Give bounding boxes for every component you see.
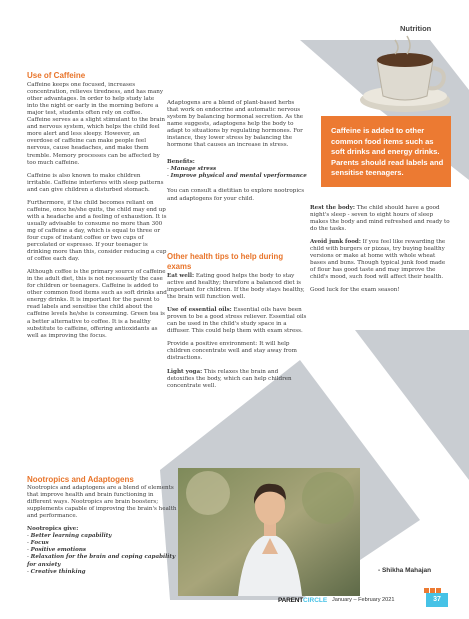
caffeine-paragraph-4: Although coffee is the primary source of caffeine in the adult diet, this is not necessarily the case for children or teenagers. Caffeine is added to other common food items such as soft drinks and energy drinks. It is important for the parent to read labels and sensitise the child about the caffeine levels he/she is consuming. Green tea is a better alternative to coffee. It is a healthy substitute to caffeine, offering antioxidants as well as improving the focus. — [27, 269, 167, 339]
page-number: 37 — [426, 593, 448, 607]
footer-issue: January – February 2021 — [332, 597, 395, 603]
benefits-list — [167, 166, 307, 180]
tip-rest-body: Rest the body: The child should have a good night's sleep - seven to eight hours of sleep makes the body and mind refreshed and ready to do the tasks. — [310, 205, 450, 233]
yoga-boy-photo — [178, 468, 360, 596]
list-item: - Relaxation for the brain and coping capability for anxiety — [27, 554, 176, 568]
nootropics-list — [27, 533, 177, 575]
caffeine-heading: Use of Caffeine — [27, 71, 86, 80]
caffeine-paragraph-3: Furthermore, if the child becomes reliant on caffeine, once he/she quits, the child may end up with a headache and a feeling of exhaustion. It is usually advisable to consume no more than 300 mg of caffeine a day, which is equal to three or four cups of instant coffee or two cups of percolated or espresso. If your teenager is drinking more than this, consider reducing a cup of coffee each day. — [27, 199, 167, 263]
footer-brand-suffix: CIRCLE — [303, 597, 328, 604]
list-item: - Creative thinking — [27, 568, 86, 575]
footer-brand: PARENT — [278, 597, 304, 604]
nootropics-intro: Nootropics and adaptogens are a blend of elements that improve health and brain functioning in different ways. Nootropics are brain boosters; supplements capable of improving the brain's health and performance. — [27, 485, 177, 520]
list-item: - Positive emotions — [27, 547, 87, 554]
tip-positive-environment: Provide a positive environment: It will help children concentrate well and stay away from distractions. — [167, 341, 297, 362]
coffee-cup-illustration — [355, 30, 455, 120]
section-label: Nutrition — [400, 24, 432, 33]
highlight-text: Caffeine is added to other common food items such as soft drinks and energy drinks. Parents should read labels and sensitise teenagers. — [331, 126, 444, 177]
nootropics-heading: Nootropics and Adaptogens — [27, 475, 134, 484]
tip-essential-oils: Use of essential oils: Essential oils have been proven to be a good stress reliever. Essential oils can be used in the child's study space in a diffuser. This could help them with exam stress. — [167, 307, 307, 335]
tip-light-yoga: Light yoga: This relaxes the brain and detoxifies the body, which can help children concentrate well. — [167, 368, 292, 389]
consult-paragraph: You can consult a dietitian to explore nootropics and adaptogens for your child. — [167, 188, 305, 202]
list-item: - Manage stress — [167, 166, 217, 173]
caffeine-paragraph-1: Caffeine keeps one focused, increases concentration, relieves tiredness, and has many other advantages. In order to help study late into the night or early in the morning before a major test, students often rely on coffee. Caffeine serves as a slight stimulant to the brain and nervous system, which helps the child feel more alert and less sleepy. However, an overdose of caffeine can make people feel nervous, cause headaches, and make them tremble. Memory processes can be affected by too much caffeine. — [27, 82, 165, 166]
tip-avoid-junk-food: Avoid junk food: If you feel like rewarding the child with burgers or pizzas, try buying healthy versions or make at home with whole wheat bases and buns. Though typical junk food made of flour has good taste and may improve the child's mood, such food will affect their health. — [310, 239, 446, 281]
tip-eat-well: Eat well: Eating good helps the body to stay active and healthy; therefore a balanced diet is important for children. If the body stays healthy, the brain will function well. — [167, 273, 305, 301]
health-tips-section — [167, 252, 307, 396]
list-item: - Better learning capability — [27, 533, 112, 540]
good-luck-text: Good luck for the exam season! — [310, 287, 400, 294]
author-credit: - Shikha Mahajan — [378, 567, 432, 574]
caffeine-section — [27, 72, 167, 346]
benefits-label: Benefits: — [167, 159, 195, 166]
highlight-box — [321, 116, 451, 187]
adaptogens-paragraph: Adaptogens are a blend of plant-based herbs that work on endocrine and automatic nervous system by balancing hormonal secretion. As the name suggests, adaptogens help the body to adapt to situations by regulating hormones. For instance, they lower stress by balancing the hormone that causes an increase in stress. — [167, 100, 304, 149]
caffeine-paragraph-2: Caffeine is also known to make children irritable. Caffeine interferes with sleep patterns and can give children a disturbed stomach. — [27, 172, 164, 193]
nootropics-section — [27, 476, 177, 576]
health-tips-heading: Other health tips to help during exams — [167, 252, 284, 271]
footer — [0, 594, 469, 619]
list-item: - Focus — [27, 540, 49, 547]
right-column-tips — [310, 205, 450, 301]
list-item: - Improve physical and mental vperformance — [167, 173, 307, 180]
nootropics-gives-label: Nootropics give: — [27, 526, 79, 533]
adaptogens-section — [167, 100, 307, 209]
